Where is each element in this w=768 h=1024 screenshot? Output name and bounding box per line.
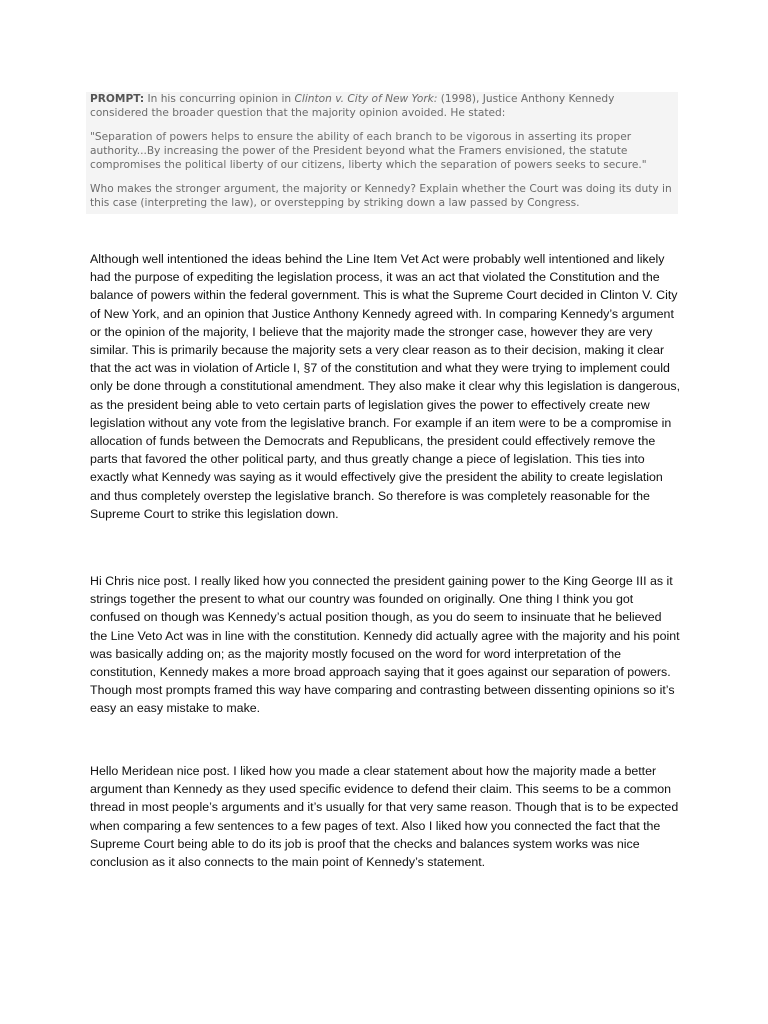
prompt-intro-after-case: (1998), Justice Anthony Kennedy considered the broader question that the majority opinion avoided. He stated: (90, 93, 615, 119)
case-name: Clinton v. City of New York: (294, 93, 438, 105)
essay-paragraph: Although well intentioned the ideas behind the Line Item Vet Act were probably well intentioned and likely had the purpose of expediting the legislation process, it was an act that violated the Constitution and the balance of powers within the federal government. This is what the Supreme Court decided in Clinton V. City of New York, and an opinion that Justice Anthony Kennedy agreed with. In comparing Kennedy’s argument or the opinion of the majority, I believe that the majority made the stronger case, however they are very similar. This is primarily because the majority sets a very clear reason as to their decision, making it clear that the act was in violation of Article I, §7 of the constitution and what they were trying to implement could only be done through a constitutional amendment. They also make it clear why this legislation is dangerous, as the president being able to veto certain parts of legislation gives the power to effectively create new legislation without any vote from the legislative branch. For example if an item were to be a compromise in allocation of funds between the Democrats and Republicans, the president could effectively remove the parts that favored the other political party, and thus greatly change a piece of legislation. This ties into exactly what Kennedy was saying as it would effectively give the president the ability to create legislation and thus completely overstep the legislative branch. So therefore is was completely reasonable for the Supreme Court to strike this legislation down. (90, 252, 681, 521)
reply-to-chris: Hi Chris nice post. I really liked how you connected the president gaining power to the King George III as it strings together the present to what our country was founded on originally. One thing I think you got confused on though was Kennedy’s actual position though, as you do seem to insinuate that he believed the Line Veto Act was in line with the constitution. Kennedy did actually agree with the majority and his point was basically adding on; as the majority mostly focused on the word for word interpretation of the constitution, Kennedy makes a more broad approach saying that it goes against our separation of powers. Though most prompts framed this way have comparing and contrasting between dissenting opinions so it’s easy an easy mistake to make. (90, 574, 680, 716)
prompt-label: PROMPT: (90, 93, 145, 105)
prompt-intro-before-case: In his concurring opinion in (147, 93, 292, 105)
prompt-question: Who makes the stronger argument, the majority or Kennedy? Explain whether the Court was doing its duty in this case (interpreting the law), or overstepping by striking down a law passed by Congress. (90, 183, 672, 209)
prompt-box (86, 92, 678, 214)
reply-to-meridean: Hello Meridean nice post. I liked how you made a clear statement about how the majority made a better argument than Kennedy as they used specific evidence to defend their claim. This seems to be a common thread in most people’s arguments and it’s usually for that very same reason. Though that is to be expected when comparing a few sentences to a few pages of text. Also I liked how you connected the fact that the Supreme Court being able to do its job is proof that the checks and balances system works was nice conclusion as it also connects to the main point of Kennedy’s statement. (90, 764, 679, 870)
prompt-quote: "Separation of powers helps to ensure the ability of each branch to be vigorous in asserting its proper authority...By increasing the power of the President beyond what the Framers envisioned, the statute compromises the political liberty of our citizens, liberty which the separation of powers seeks to secure." (90, 131, 647, 171)
prompt-intro (90, 92, 674, 120)
